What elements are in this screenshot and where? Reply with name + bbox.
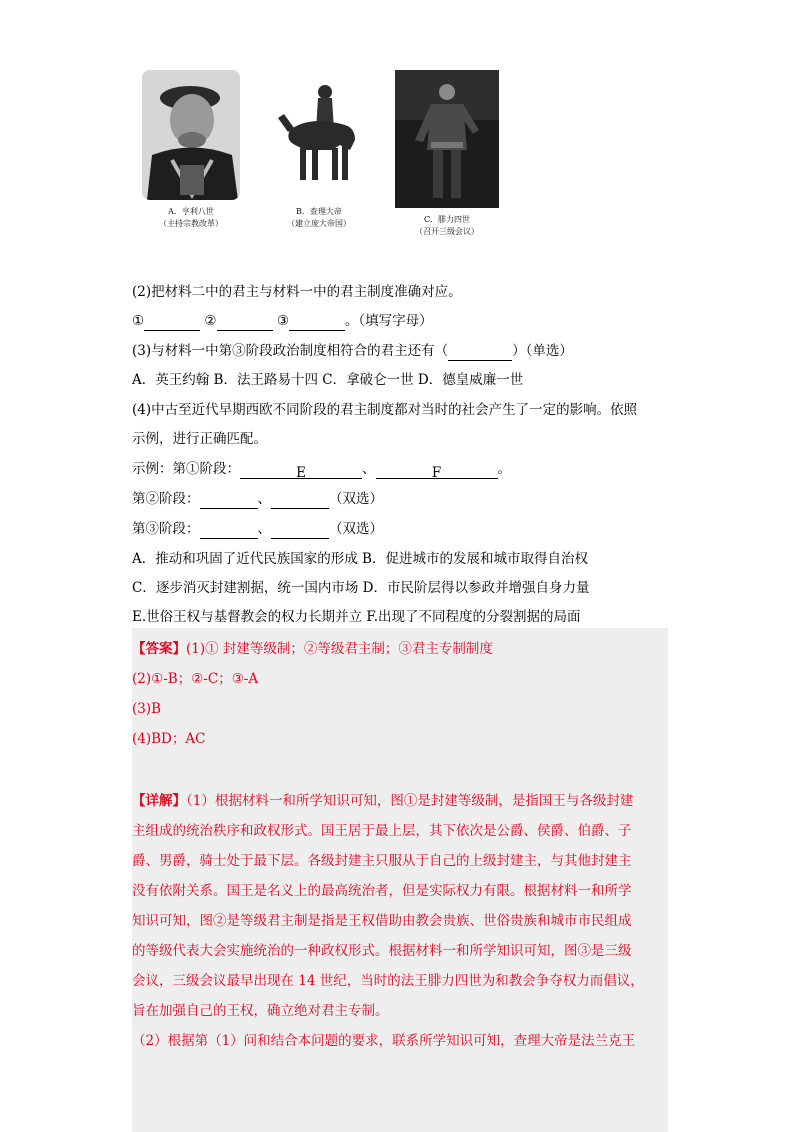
q3-text: (3)与材料一中第③阶段政治制度相符合的君主还有（ ）（单选） (132, 343, 573, 359)
q4-example: 示例：第①阶段： E 、 F 。 (132, 461, 511, 481)
q4-options-cd: C．逐步消灭封建割据，统一国内市场 D．市民阶层得以参政并增强自身力量 (132, 580, 590, 596)
figure-b (264, 70, 374, 230)
q2-blank-2[interactable] (217, 315, 273, 331)
q2-text: (2)把材料二中的君主与材料一中的君主制度准确对应。 (132, 284, 462, 300)
equestrian-statue-icon (270, 70, 368, 200)
q4-options-ab: A．推动和巩固了近代民族国家的形成 B．促进城市的发展和城市取得自治权 (132, 551, 588, 567)
figure-c-label: C．腓力四世 (423, 215, 471, 224)
detail-line-5: 知识可知，图②是等级君主制是指是王权借助由教会贵族、世俗贵族和城市市民组成 (132, 913, 632, 929)
detail-line-9: （2）根据第（1）问和结合本问题的要求，联系所学知识可知，查理大帝是法兰克王 (132, 1033, 636, 1049)
answer-tag: 【答案】 (132, 641, 186, 657)
q3-blank[interactable] (448, 345, 512, 361)
answer-2: (2)①-B；②-C；③-A (132, 671, 259, 687)
example-blank-b: F (376, 463, 498, 479)
q2-blank-1[interactable] (144, 315, 200, 331)
detail-line-4: 没有依附关系。国王是名义上的最高统治者，但是实际权力有限。根据材料一和所学 (132, 883, 632, 899)
q4-stage-3: 第③阶段： 、 （双选） (132, 521, 383, 537)
answer-1: 【答案】(1)① 封建等级制；②等级君主制；③君主专制制度 (132, 641, 493, 657)
detail-line-6: 的等级代表大会实施统治的一种政权形式。根据材料一和所学知识可知，图③是三级 (132, 943, 632, 959)
detail-line-8: 旨在加强自己的王权，确立绝对君主专制。 (132, 1003, 389, 1019)
stage3-blank-2[interactable] (271, 523, 329, 539)
q4-options-ef: E.世俗王权与基督教会的权力长期并立 F.出现了不同程度的分裂割据的局面 (132, 609, 581, 625)
stage3-blank-1[interactable] (200, 523, 258, 539)
portrait-icon (142, 70, 240, 200)
detail-line-3: 爵、男爵，骑士处于最下层。各级封建主只服从于自己的上级封建主，与其他封建主 (132, 853, 632, 869)
answer-panel (132, 628, 668, 1132)
q4-line-1: (4)中古至近代早期西欧不同阶段的君主制度都对当时的社会产生了一定的影响。依照 (132, 402, 638, 418)
figure-row (130, 70, 510, 255)
answer-3: (3)B (132, 701, 162, 717)
detail-line-7: 会议，三级会议最早出现在 14 世纪，当时的法王腓力四世为和教会争夺权力而倡议， (132, 973, 644, 989)
q4-stage-2: 第②阶段： 、 （双选） (132, 491, 383, 507)
example-blank-a: E (240, 463, 362, 479)
figure-b-label: B．查理大帝 (296, 207, 342, 216)
figure-a (136, 70, 246, 230)
figure-a-note: （主持宗教改革） (159, 219, 223, 228)
figure-c-note: （召开三级会议） (415, 227, 479, 236)
q2-blanks: ① ② ③ 。（填写字母） (132, 313, 433, 329)
q4-line-2: 示例，进行正确匹配。 (132, 431, 267, 447)
detail-line-1: 【详解】（1）根据材料一和所学知识可知，图①是封建等级制，是指国王与各级封建 (132, 793, 634, 809)
detail-line-2: 主组成的统治秩序和政权形式。国王居于最上层，其下依次是公爵、侯爵、伯爵、子 (132, 823, 632, 839)
figure-c (392, 70, 502, 238)
q2-blank-3[interactable] (289, 315, 345, 331)
answer-4: (4)BD；AC (132, 731, 206, 747)
q3-options: A．英王约翰 B．法王路易十四 C．拿破仑一世 D．德皇威廉一世 (132, 372, 524, 388)
armored-portrait-icon (395, 70, 499, 208)
figure-a-label: A．亨利八世 (168, 207, 214, 216)
stage2-blank-2[interactable] (271, 493, 329, 509)
figure-b-note: （建立庞大帝国） (287, 219, 351, 228)
detail-tag: 【详解】 (132, 793, 186, 809)
stage2-blank-1[interactable] (200, 493, 258, 509)
